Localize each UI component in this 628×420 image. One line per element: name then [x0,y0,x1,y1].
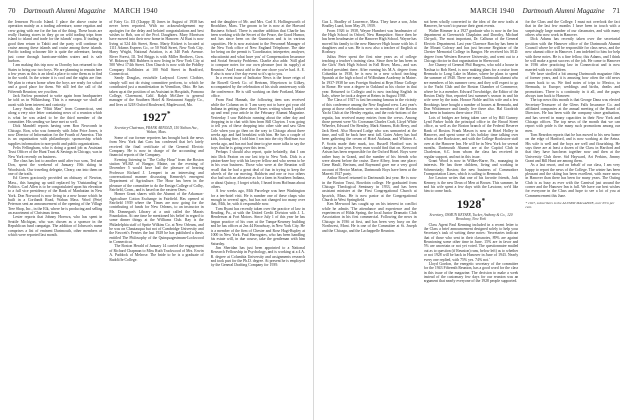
publication-title: Dartmouth Alumni Magazine [23,7,106,15]
paragraph: Larry Smith, the "Mitti Man" from Connecticut, sent along a very nice letter containing news of a reunion which is what he was asked to be the third member of the committee. His sending we have met so well. [8,106,103,124]
paragraph: for the Class and the College. I must not overlook the fact that in the last few months I have been in touch with a surprisingly large number of our classmates, and with many others who now work in Hanover. [525,20,621,38]
paragraph: Dick Mandell reports having seen Ron Newcomb in Chicago. Ron, who was formerly with John Price Jones, is now Director of Information for the Fourth of America. This is an organization with philanthropic sponsorship which supplies information to non-profit and public organizations. [8,124,103,146]
paragraph: The class has lost to another until after two sons, Ted and Don, spent the weekend of January 19th skiing in Woodstock. Our traveling delegate, Cleary, ran into them on one of the trails. [8,159,103,177]
running-head-left [8,6,305,16]
paragraph: Joe Chaney of General Phil Burgess, who sold a house in Nashua to Bob Reed, is now making plans for a cruise from Bermuda to Long Lake in Maine, where he plans to spend the summer of 1940. There are many Dartmouth alumni who are members of his summer crew, and they will expect to go to the Yacht Club and the Boston Chamber of Commerce, where he is a member. Edward Trowbridge, the Editor of the Boston Daily Star, reported last summer's season in and his wife were by the train. Horace Noble and his wife and a few Brookings have bought a number of houses at Bermuda, and Don Whittemore and family live there also. Hal Goodrich has been in business there since 1931. [423,63,519,116]
footnote: * 1927, subscribers to the ALUMNI MAGAZINE, over 65% per cent. [525,201,615,210]
paragraph: Jack Farlow promised to write again from headquarters he told us in Wilkinsburg. This is a message we shall all await with keen interest and curiosity. [8,93,103,107]
paragraph: Tom Ryant has recently taken over the practice of law in Reading, Pa., at with the United Credit Division with J. L. Henderson at Fort Motors. Since July 1 of this year he has begun practice of his own at the Tampa-Kearney building and he has offices at 2ns 44 Broadway, in New York City. He is a member of the firm of Chester and Rose Hagt-Rupley at 1000 in New York. Paul Harrogates, who has been handling his estate will, in due course, take the gentleman with him Saturday. [210,206,305,246]
paragraph: The Boston Herald of January 14 carried the engagement of Richard Chapman to Miss Ruth Trackwood of Mrs. Erwin A. Paddock of Melrose. The bride to be is a graduate of Radcliffe College. [109,244,204,262]
paragraph: Ken Merwood has caught up on his interest in conflict while he admits 'The attendance and experience and the experiences of Hilda Spring, the local Junior Dramatic Club Association in his first commercial. Following the news in Chicago in 1936 at first, and has been very busy on the Northwest, Mont. He is one of the Committee at St. Joseph and the Chicago, and the Lachappelle Reunion. [322,202,417,233]
paragraph: Some of our former reporters has brought back the news from New York that Cass has confessed that he's lately received the final certificate of the General Electric Company. He is now in charge of the accounting and financial reports of the Company. [109,135,204,158]
paragraph: not been wholly converted to the idea of the new trails at Hanover, he won't to pursue their great events. [423,20,519,29]
class-year-heading [424,197,519,212]
paragraph: As a last resort, and on behalf of our class, I am very happy to report the news of the College. The winter has been pleasant and the skiing has been excellent, with more snow in Hanover than there has been for many years. The Outing Club is as busy as ever with the Carnival just around the corner and the Hanover Inn is full. We have our best wishes for everyone in the Class and hope to see a lot of you at Commencement this June. [525,163,621,198]
paragraph: Julius Peter spent the first nine years as of college teaching a teacher's training class. Since then he has been in the Girls' Park High School in Fall River, Mass., and was elected president there. After earning his M.A. degree from Columbia in 1938, he is now in a new school teaching Spanish at the high school of Wilbraham Academy in Maine. In 1937-1938 he was Foreign Student at Bryn Mawr College in Rome. He won a degree in Oakland as his choice in that year. Returned to Collegio and is now teaching English in Italy, where he took a degree at Reims in August 1938. [322,54,417,98]
paragraph: Lots of bridges are being taken care of by Bill Gurney. Lynd Parker holds the principal office in the Broad Street office, as well as the Boston branch of the Federal Reserve Bank of Boston. Frank Mason is now at Hotel Holley in Hanover, and spent some of his holiday time talking over affairs at the Bookstore, and with the College Bookstore staff over at the Hanover Inn. He will be in New York for several months. Dartmouth Alumni are at the Capitol Club in Charleston, S.C. from whom the class has received its regular support, and not in this issue. [423,115,519,159]
paragraph: Lloyd Gordon, the energetic secretary of the committee for the 1943 Fifteenth Reunion, has a good word for the class in this issue of the magazine. The decision to make a week instead of the customary few days for our reunion was an argument that nearly everyone of the 1928 people supported. [423,261,519,284]
paragraph: We have strolled a bit among Dartmouth magazine files of former years, and it is amusing how often the old news comes back to us. We find notes of trips to Mexico, to Bermuda, to Europe; weddings and births, deaths and promotions. There is a continuity in it all, and the pages always turn back to Hanover. [525,72,621,98]
paragraph: Grant Wood is now in Wilkes-Barre, Pa., managing its interests. He has three children, living and working in Schenectady; Boston; the new business of Commodore Transportation Lines, which is sailing to Bermuda. [423,159,519,177]
paragraph: Arthur Rowel returned to Dartmouth last year. He is now in the Boston Trust, Bowdoin college. He graduated from Chicago Theological Seminary in 1933, and has been assistant minister at the First Congregational Church at Ipswich, Mass. He is now pastor at the Congregational Church in West Springfield. [322,176,417,203]
paragraph: The Class of 1927 is fast becoming famous in the vicinity of this conference among the New England crew. Last year's group at those celebrations were six members of the Boston Yacht Club at the Henley regatta, and the rock-bottom of the regatta, has received many entries from the crews. Among those present were Vic Crossman Charles Craft, Lloyd White Wheeler, Edward Orr Bentley, Mark Stearns, Rob Berry, and Jack Reed. Also Howard Lodge who was unmarried at the time, and will be back here next fall. Gates Adrey has had been gathering the cream of Hotel Atalanta, and Whitten A. P. Scotts made their mark, too. Russell Hartford was in charge as last year. Every man would find that on. Kerwood Arison has been responsible for the Oxford Hotel. Boys were rather busy in Grand, and the number of his friends who were absent before the cruise. Dave Alfrey, from one place; Gene Haulf, Bertram, and Raymond gave me a very good account of Hector Marion, Dartmouth Boys have been at the Marrett 1927 party. [322,98,417,177]
paragraph: Perhaps I should also report, quite belatedly, that I ran into Dick Paxton on our last trip to New York. Dick is a pinion-knee boy with his lawyer fellow and who seems to be in his own business. Those who were at the Reunion will recall that he had a great deal of fun in trying to keep the wheels of the car moving. Baldwin and one or two others also had such an aftertaste as for a farm in Southern Indiana, or about Quincy, I forget which, I heard from Hoffman about others. [210,150,305,190]
paragraph: the Jemeson Piccolo Island. I place the above cruise in operation mainly as a trading adventure, some regattas and crew going with me for the fun of the thing. These boats are really floating stores in they go on wild trading trips from island to island and trade for the islands' copra. If trading is good then return to Tahiti and the party will continue its cruise among these islands and cruise among these islands. Pacific trading schooner life is quite the adventure, having just come through hurricane-ridden waters and is safe harbors. [8,20,103,64]
issue-date: MARCH 1940 [113,7,158,15]
paragraph: From 1926 to 1938, Wayne Humbert was headmaster of the High School in Orford, New Hampshire. Since then he has been headmaster of the Hanover High School. Wayne has moved his family to the new Hanover High house with his 4 daughters and a son. He is now also a teacher of English at Roxbury. [322,28,417,55]
class-year-marker: * [167,109,171,118]
left-column-2 [109,20,203,420]
class-year-marker: * [481,196,486,205]
issue-date: MARCH 1940 [470,7,515,15]
right-page [314,0,628,420]
paragraph: Walter Rimmer is a 1927 graduate who is now in the law department at Greenwich Chaplains and Dorothy, Michael Chi-poli, The most important, Dr. Calhoun of the General Electric Department. Last year Clarence Barclay has been in the Mount Calvary and has just become Registrar of the Chester Memorial College in Bangor. He received his M.D. degree from Western Reserve University, and went out to a Chicago doctor in that organization in Sherwood. [423,28,519,64]
paragraph: Joe Lawton writes that one of his favorite friends, Jack Kenney, is the new Dean of Men at Brown. This summer, he and his wife spent a few days with the Lawtons; we'd like him to come back. [423,176,519,194]
publication-title: Dartmouth Alumni Magazine [522,7,605,15]
paragraph: Lester reports that Johnny Hoerwa, who has spent in Seattle Michigan, who was chosen as a sponsor in the Republican fund campaign. The addition of Johnson's name comprises a list of eminent Dartmouth, other members of which were reported last month. [8,215,103,237]
class-year-number: 1927 [142,109,168,124]
page-number: 70 [8,6,16,15]
class-year-heading [109,110,203,125]
paragraph: The top news this month is that George Dana was elected Secretary-Treasurer of the Glens Falls Insurance Co. and affiliated companies at the annual meeting of the Board of Directors. He has been with the company since graduation, and has served in many capacities in their New York and Chicago offices. The top news of the month that we can report with pride is the many such promotions among our men. [525,98,621,133]
left-column-3 [211,20,305,420]
paragraph: Tom Reardon reports that he has moved to his new home on the edge of Hartford, and is now working at the Aetna. His wife is well and the boys are well and flourishing. He says there are at least a dozen of the Class in Hartford and that they have luncheon together now and then at the University Club there. Sid Hayward, Art Perkins, Jimmy Grant and Bill Hunt are among them. [525,132,621,163]
class-year-number: 1928 [456,196,482,211]
paragraph: Jim Sheridan has just been appointed to a National Research Fellowship in Psychology, and is working at a 4 A. B. degree at Columbia University and assignments research and took part for the Ph.D. degree. At present he is employed by the General Drafting Company for 1939. [210,245,305,268]
left-column-1 [8,20,102,420]
class-secretary-line: Secretary, OSMUN KEYSER, Tucker, Anthony & Co., 120 Broadway, New York [429,212,513,221]
paragraph: Homer Grant shares with the Alumni of the Arkansas-Agriculture Cotton Exchange in Fairfield. Has opened at Fairfield 1939 where the Times are now going for the contributing of funds for New Orleans, to an instructor in Mr. Donnegan's Library at a unit called the Marais Foundation. At one time he mentioned his belief in regard to some dinner things at the Williams Club. Ray is the Philadelphia staff of Sprite Wilkins Co. at New Orleans, and he was on Chautauqua but not of Cambridge University and the Fawcett's Ferries the last 1928 he has published a thesis entitled The Philosophy of the Quinquagesimum-Lockwood in Connecticut. [109,192,204,245]
right-column-2 [424,20,519,420]
class-secretary-line: Secretary-Chairman, FRANK ARNOLD, 150 Nathan Ave., Waban, Mass. [114,125,199,134]
page-number: 71 [612,6,620,15]
paragraph: Dick Adams has recently taken over the secretarial position with the Hanover office of the Dartmouth Alumni Council where he will be responsible for class news, and the new alumni office in Hanover. I am indebted to him for help with these notes. He is a fine fellow, this Adams, and I think he will make a great success of the job. He came to Hanover in 1936 after practicing law in Connecticut and is now married with two children. [525,37,621,72]
paragraph: and the daughter of Mr. and Mrs. Carl E. Hollingsworth of Brookline, Mass. The groom to be is now at the Harvard Business School. There is another addition that Charlie has been working with the Secret of the Peace, the Good Humor, and has since been on the Gunnison and is in various capacities. He is now assistant to the Personnel Manager of the New York office of New England Telephone. The date for being on the permit is 'Coordinator, interpreter, analyser, educationist and what have you' of Compensation Insurance and Social Security Problems. Charlie also adds: 'Still glad to compare notes for our own pleasure (not its supply) at Reunion.' And I must add to the one chore you've had. A. E. P. also is now a five day event so it's up to you. [210,20,305,77]
paragraph: Felix Fellingham, who is doing a grand job as Assistant Trust Officer of the Hunt Trust & Savings in Chicago, was in New York recently on business. [8,145,103,159]
paragraph: From Paul Hannah, the following item was received while the Column on it: 'I am sorry not to have got your old Indiana in getting these short Fizzes writing whom I picked up and read your article in the February Alumni Magazine. Yesterday I saw Baldwin running about the other day and dropping in to chat with him from Bill Clayton. I was going to tell you of these dropping into other side and saw Glen Cole when you go then on the way to Chicago about three weeks ago and had breakfast with him. He has a couple of kids, looking fine, I told him I ran into the city Hoffman two weeks ago, and has not had time to give more talks to say the boys that he is going over this term.' [210,98,305,150]
paragraph: Ed Green graciously provided an obituary of Newton, Mass., this hanging up until replaced by 'Outstanding' in Politics. Carl Allen is to be congratulated upon his elevation to a full vice presidency of the Bank of Manhattan in New York. Don Norwood is now living in a new house which he built in a Cortlandt Road, Waban Mass. Word (Pete) Peterson sent an announcement of the opening of the Village Tree Shop, Inc., in the Elk, where he is producing and selling an assortment of Christmas items. [8,176,103,216]
right-column-1 [322,20,417,420]
paragraph: In a recent issue of Indicator News is the brave reign of the Rowell Greek Co. of Bertram, Mayetown to Gilkey, accompanied by the celebration of his sixth anniversary with the conference. He is still working on their Portland, Maine office. [210,76,305,98]
running-head-right [322,6,620,16]
paragraph: A few weeks ago, Milt Parcelege was here Washington for a ten-hotel visit. He is number one of these chaps who enough in several ages, but has not changed too many over that, Milt, he, with it responsible now. [210,189,305,207]
paragraph: Class Agent Paul Kenning included in a recent letter to the Class a brief announcement designed solely to help your Secretary's task of writing these notes: 'Secretaries indicate that of those who sent in their classnotes, 89% are against Reunioning some other time in June. 15% are in favor and 5% are uncertain or not yet voted. The questionnaire mailed out as to question (if Reunion) runs, below left) as to whether or not 1928 will be back in Hanover in June of 1943. Nearly every one replied, with 75% yes. 74% not.' [423,222,519,262]
paragraph: Gus L. Bradley of Lawrence, Mass. They have a son, John Bradley Lund, born May 29, 1939. [322,20,417,29]
paragraph: Sandy Douglas, erstwhile Ladysool Covert Clotbier, simply will not do rising committee perform, to which he contributed just a manifestation in Vermilion, Ohio. He has taken up at the position of an Assistant in Hospitals, Pomona College, Claremont, Calif. Ralph McGhee is general manager of the Southern Hotel & Restaurant Supply Co., and lives at 3218 Oxford Boulevard, Maplewood, Mo. [109,76,204,107]
paragraph: of Fairy Co. III (Chappy II) Jones in August of 1938 has never been reported. With no acknowledgement my apologies for the delay and belated congratulations and best wishes to Bob, son of the Prof. Daughters. Mary Morrison have moved into their new home in Hanover. Al Ruzi is now living at 524 4th Street, Reno. Marty Rickert is located at 1111 Adams Express Co., or 50 Wall Street, New York City. Harry Wright, National Aviation, is at 340 Park Avenue. River Forest, Ill. Ted Briggs is with Miller Brothers, Gwn. W. Ridaway Hill Bubbers is now living in New York City at 500 West 174th Street. Don Church is now with the Piddley Company Bulldiniex at 100 Wall Street in Bradford, Connecticut. [109,20,204,77]
right-column-3 [525,20,620,420]
paragraph: I am making this trip now as Dorothy has returned to the States to bring our two boys. We are planning to remain here a few years as this is an ideal a place to raise them as to find in the world. In the winter it is cool and the nights are fine. We plan to return home when the boys are ready for school and a good place for them. We still feel the call of the Fifteenth Reunion; see you then. [8,63,103,94]
paragraph: Evening listening to "The Colby Hour" from the Boston station WLBZ of Bangor, Maine, on the evening of December 5 would have had the pleasure of hearing Professor Richard J. Lempert in an interesting and conversational manner discussing Kennedy's emergent Department of Agriculture. The Hour has been in the pleasure of the committee to do the Ensign College of Colby, Fairfield, Conn., and is based on the eastern Ones. [109,157,204,192]
